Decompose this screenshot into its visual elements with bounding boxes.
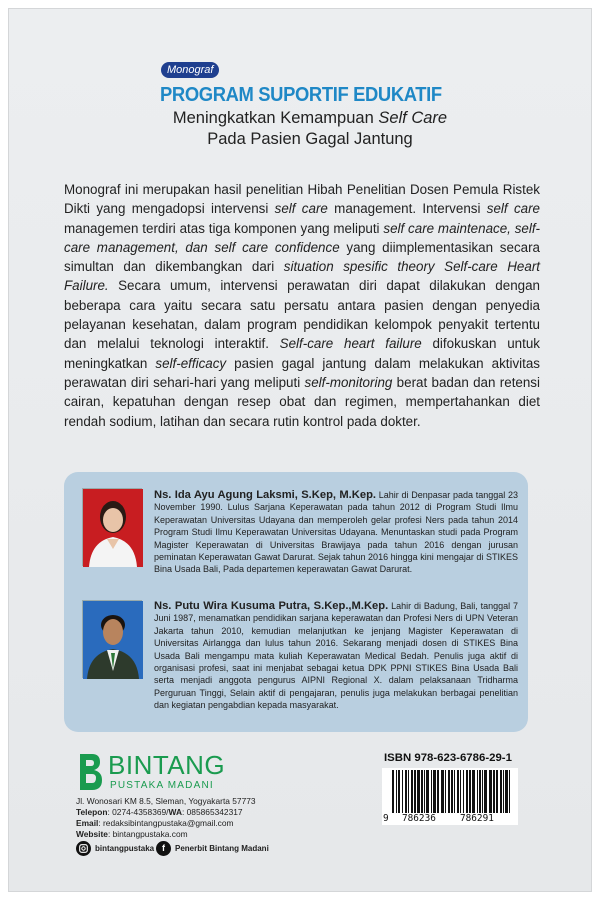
publisher-email: Email: redaksibintangpustaka@gmail.com — [76, 818, 234, 828]
author-name-1: Ns. Ida Ayu Agung Laksmi, S.Kep, M.Kep. — [154, 489, 377, 501]
barcode-bar — [405, 770, 407, 815]
synopsis-segment: self care — [486, 201, 540, 217]
barcode-bar — [414, 770, 416, 815]
synopsis-segment: self-efficacy — [155, 355, 227, 371]
barcode-bar — [472, 770, 475, 815]
barcode-bar — [398, 770, 400, 815]
barcode-digits-left: 786236 — [402, 813, 436, 824]
publisher-website: Website: bintangpustaka.com — [76, 829, 188, 839]
bintang-logo-icon — [76, 752, 104, 792]
book-title: PROGRAM SUPORTIF EDUKATIF — [160, 84, 442, 106]
barcode-bar — [484, 770, 487, 815]
barcode-bar — [433, 770, 436, 815]
barcode-bar — [496, 770, 498, 815]
subtitle-line2: Pada Pasien Gagal Jantung — [207, 130, 413, 148]
subtitle-line1-emphasis: Self Care — [378, 109, 448, 127]
barcode-bar — [441, 770, 444, 815]
book-subtitle — [150, 108, 470, 150]
barcode-bar — [482, 770, 483, 815]
author-bio-1 — [154, 489, 518, 576]
barcode-bar — [417, 770, 420, 815]
barcode-bar — [460, 770, 461, 815]
synopsis-segment: situation spesific theory Self-care Heart Failure. — [64, 259, 540, 294]
barcode-bar — [421, 770, 423, 815]
barcode-bar — [402, 770, 403, 815]
publisher-logo — [76, 750, 226, 792]
instagram-handle[interactable] — [76, 840, 154, 856]
barcode-bar — [479, 770, 481, 815]
author-bio-text-1: Lahir di Denpasar pada tanggal 23 November 1990. Lulus Sarjana Keperawatan pada tahun 2012 di Program Studi Ilmu Keperawatan Universitas Udayana dan memperoleh gelar profesi Ners pada tahun 2014 Program Studi Ilmu Keperawatan Universitas Udayana. Menuntaskan studi pada Program Magister Keperawatan di Universitas Brawijaya pada tahun 2016 dengan jurusan peminatan Keperawatan Gawat Darurat. Sejak tahun 2016 hingga kini mengajar di STIKES Bina Usada Bali, Pada departemen keperawatan Gawat Darurat. — [154, 490, 518, 575]
synopsis-segment: management. Intervensi — [327, 201, 487, 217]
facebook-page[interactable] — [156, 840, 269, 856]
barcode-bar — [503, 770, 504, 815]
author-photo-1 — [82, 488, 142, 566]
synopsis-segment: self-monitoring — [304, 374, 393, 390]
subtitle-line1-text: Meningkatkan Kemampuan — [172, 109, 379, 127]
barcode-bar — [463, 770, 464, 815]
synopsis-segment: pasien gagal jantung dalam melakukan aktivitas perawatan diri sehari-hari yang meliputi — [64, 355, 541, 390]
author-panel — [64, 472, 528, 732]
series-badge: Monograf — [161, 62, 219, 78]
barcode-bar — [431, 770, 432, 815]
barcode-bar — [489, 770, 492, 815]
barcode-bar — [424, 770, 425, 815]
barcode-bar — [505, 770, 508, 815]
instagram-icon — [76, 841, 91, 856]
publisher-contact — [76, 796, 306, 840]
synopsis-paragraph — [64, 180, 540, 431]
barcode-bar — [448, 770, 450, 815]
publisher-subname: PUSTAKA MADANI — [110, 780, 214, 791]
barcode-bar — [493, 770, 495, 815]
barcode-digit-first: 9 — [383, 813, 389, 824]
synopsis-segment: managemen terdiri atas tiga komponen yang meliputi — [64, 220, 384, 236]
author-photo-2 — [82, 600, 142, 678]
synopsis-segment: Monograf ini merupakan hasil penelitian Hibah Penelitian Dosen Pemula Ristek Dikti yang mengadopsi intervensi — [64, 182, 540, 217]
author-portrait-2-image — [83, 601, 143, 679]
author-name-2: Ns. Putu Wira Kusuma Putra, S.Kep.,M.Kep. — [154, 600, 389, 612]
isbn-number: ISBN 978-623-6786-29-1 — [384, 752, 512, 764]
barcode-digits — [382, 813, 518, 825]
synopsis-segment: self care — [274, 201, 328, 217]
synopsis-segment: berat badan dan retensi cairan, kepatuhan dengan resep obat dan regimen, mempertahankan diet rendah sodium, latihan dan secara rutin kontrol pada dokter. — [64, 374, 540, 429]
barcode-bar — [437, 770, 439, 815]
author-bio-2 — [154, 600, 518, 712]
publisher-address: Jl. Wonosari KM 8.5, Sleman, Yogyakarta 57773 — [76, 796, 256, 806]
facebook-label: Penerbit Bintang Madani — [175, 843, 269, 853]
barcode-bar — [469, 770, 471, 815]
synopsis-segment: difokuskan untuk meningkatkan — [64, 336, 540, 371]
author-bio-text-2: Lahir di Badung, Bali, tanggal 7 Juni 1987, menamatkan pendidikan sarjana keperawatan dan Profesi Ners di UPN Veteran Jakarta tahun 2010, kemudian melanjutkan ke jenjang Magister Keperawatan di Universitas Airlangga dan lulus tahun 2016. Sekarang menjadi dosen di STIKES Bina Usada Bali mengampu mata kuliah Keperawatan Medical Bedah. Penulis juga aktif di organisasi profesi, saat ini menjabat sebagai ketua DPK PPNI STIKES Bina Usada Bali serta menjadi anggota pengurus AIPNI Regional X. dalam pelaksanaan Tridharma Perguruan Tinggi, Selain aktif di pengajaran, penulis juga melakukan berbagai penelitian dan kegiatan pengabdian kepada masyarakat. — [154, 601, 518, 711]
barcode-bar — [477, 770, 478, 815]
publisher-phone: Telepon: 0274-4358369/WA: 085865342317 — [76, 807, 243, 817]
synopsis-segment: Self-care heart failure — [279, 336, 422, 352]
synopsis-segment: Secara umum, intervensi perawatan diri dapat dilakukan dengan beberapa cara yaitu secara satu persatu antara pasien dengan penyedia pelayanan kesehatan, dalam program pendidikan kelompok penyakit tertentu dan melalui teknologi interaktif. — [64, 278, 540, 352]
author-portrait-1-image — [83, 489, 143, 567]
barcode-bar — [466, 770, 468, 815]
synopsis-segment: self care maintenace, self-care management, dan self care confidence — [64, 220, 541, 255]
synopsis-segment: yang diimplementasikan secara simultan dan dikembangkan dari — [64, 239, 540, 275]
instagram-label: bintangpustaka — [95, 843, 155, 853]
barcode-bar — [457, 770, 459, 815]
barcode-bar — [500, 770, 502, 815]
barcode-bar — [454, 770, 455, 815]
barcode-digits-right: 786291 — [460, 813, 494, 824]
publisher-name: BINTANG — [108, 750, 226, 780]
facebook-icon: f — [156, 841, 171, 856]
barcode-bar — [408, 770, 409, 815]
barcode-bar — [411, 770, 413, 815]
barcode-bar — [396, 770, 397, 815]
barcode-bar — [445, 770, 446, 815]
barcode-bar — [426, 770, 429, 815]
